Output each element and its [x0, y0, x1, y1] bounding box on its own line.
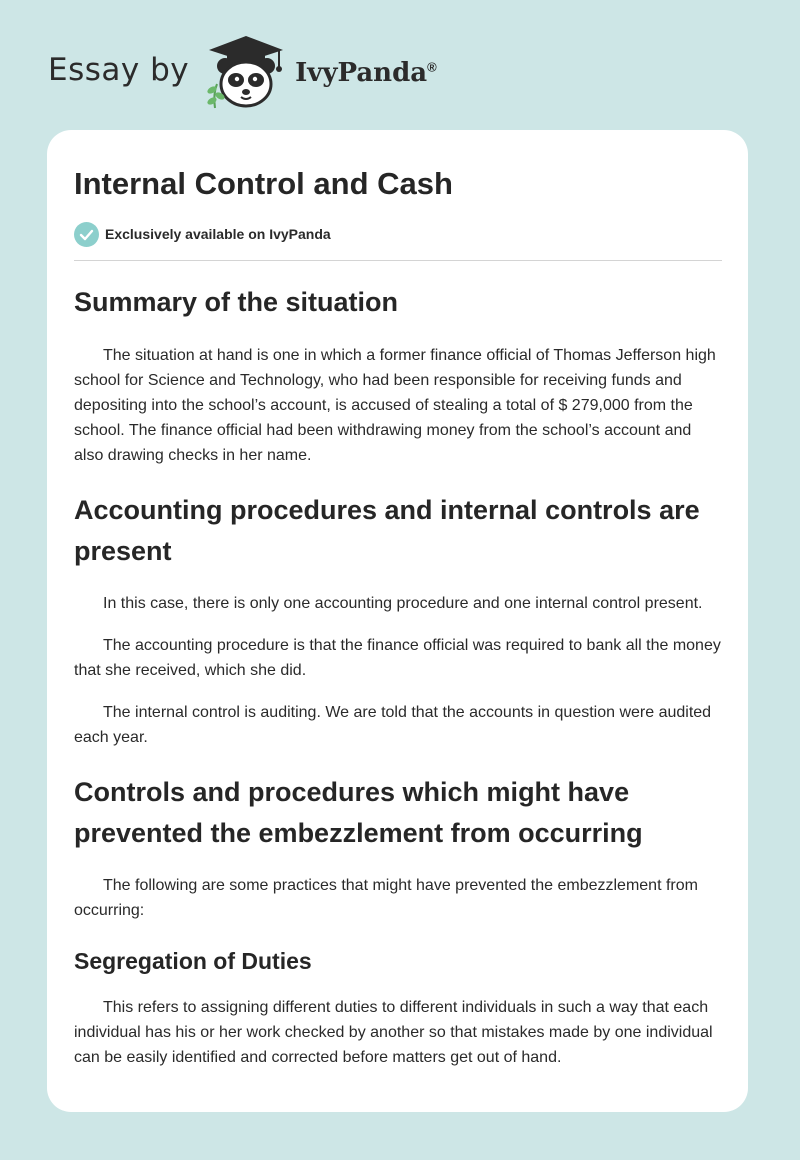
- site-header: [48, 30, 437, 110]
- subsection-heading-segregation: Segregation of Duties: [74, 948, 312, 974]
- paragraph: The accounting procedure is that the finance official was required to bank all the money that she received, which she did.: [74, 637, 721, 679]
- brand-name: IvyPanda®: [295, 58, 437, 88]
- paragraph: The internal control is auditing. We are told that the accounts in question were audited each year.: [74, 704, 712, 746]
- paragraph: This refers to assigning different duties to different individuals in such a way that each individual has his or her work checked by another so that mistakes made by one individual can be easily identified and corrected before matters get out of hand.: [74, 999, 713, 1066]
- essay-card: [47, 130, 748, 1112]
- brand-prefix: Essay by: [48, 52, 190, 88]
- page-title: Internal Control and Cash: [74, 166, 453, 201]
- title-divider: [74, 260, 722, 261]
- exclusive-badge-label: Exclusively available on IvyPanda: [105, 226, 331, 242]
- panda-graduate-logo-icon[interactable]: [203, 30, 289, 110]
- paragraph: The following are some practices that might have prevented the embezzlement from occurring:: [74, 877, 698, 919]
- section-heading-procedures: Accounting procedures and internal controls are present: [74, 495, 700, 566]
- section-heading-controls: Controls and procedures which might have prevented the embezzlement from occurring: [74, 777, 643, 848]
- section-heading-summary: Summary of the situation: [74, 287, 399, 317]
- registered-mark: ®: [427, 59, 437, 75]
- paragraph: The situation at hand is one in which a former finance official of Thomas Jefferson high school for Science and Technology, who had been responsible for receiving funds and depositing into the school’s account, is accused of stealing a total of $ 279,000 from the school. The finance official had been withdrawing money from the school’s account and also drawing checks in her name.: [74, 347, 716, 464]
- check-circle-icon: [74, 222, 99, 247]
- exclusive-badge: [74, 221, 722, 247]
- paragraph: In this case, there is only one accounting procedure and one internal control present.: [103, 595, 703, 612]
